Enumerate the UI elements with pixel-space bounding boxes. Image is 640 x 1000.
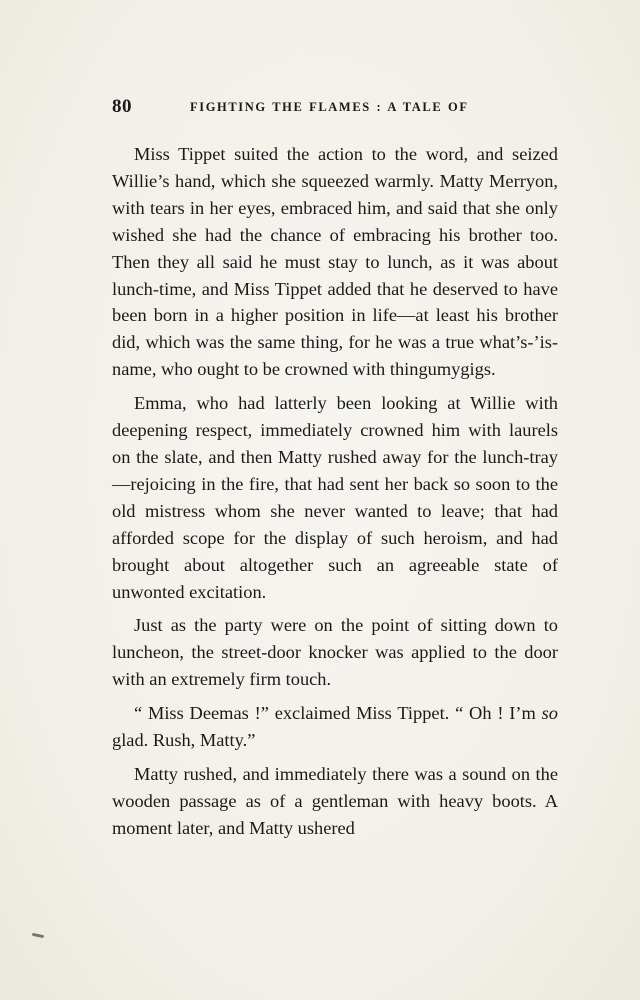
page-smudge-mark: [32, 933, 44, 938]
paragraph-4: [112, 700, 558, 754]
page-number: 80: [112, 96, 132, 117]
paragraph-1: Miss Tippet suited the action to the word, and seized Willie’s hand, which she squeezed warmly. Matty Merryon, with tears in her eyes, embraced him, and said that she only wished she had the chance of embracing his brother too. Then they all said he must stay to lunch, as it was about lunch-time, and Miss Tippet added that he deserved to have been born in a higher position in life—at least his brother did, which was the same thing, for he was a true what’s-’is-name, who ought to be crowned with thingumygigs.: [112, 144, 558, 380]
paragraph-3: Just as the party were on the point of sitting down to luncheon, the street-door knocker was applied to the door with an extremely firm touch.: [112, 615, 558, 690]
dialogue-emphasis: so: [541, 703, 558, 724]
dialogue-part-2: glad. Rush, Matty.”: [112, 730, 256, 751]
paragraph-5: Matty rushed, and immediately there was a sound on the wooden passage as of a gentleman with heavy boots. A moment later, and Matty ushered: [112, 763, 558, 838]
running-head: [112, 96, 542, 120]
body-text: [112, 141, 558, 849]
dialogue-part-1: “ Miss Deemas !” exclaimed Miss Tippet. “ Oh ! I’m: [134, 703, 542, 724]
running-title: FIGHTING THE FLAMES : A TALE OF: [190, 100, 469, 114]
paragraph-2: Emma, who had latterly been looking at Willie with deepening respect, immediately crowned him with laurels on the slate, and then Matty rushed away for the lunch-tray—rejoicing in the fire, that had sent her back so soon to the old mistress whom she never wanted to leave; that had afforded scope for the display of such heroism, and had brought about altogether such an agreeable state of unwonted excitation.: [112, 393, 558, 602]
